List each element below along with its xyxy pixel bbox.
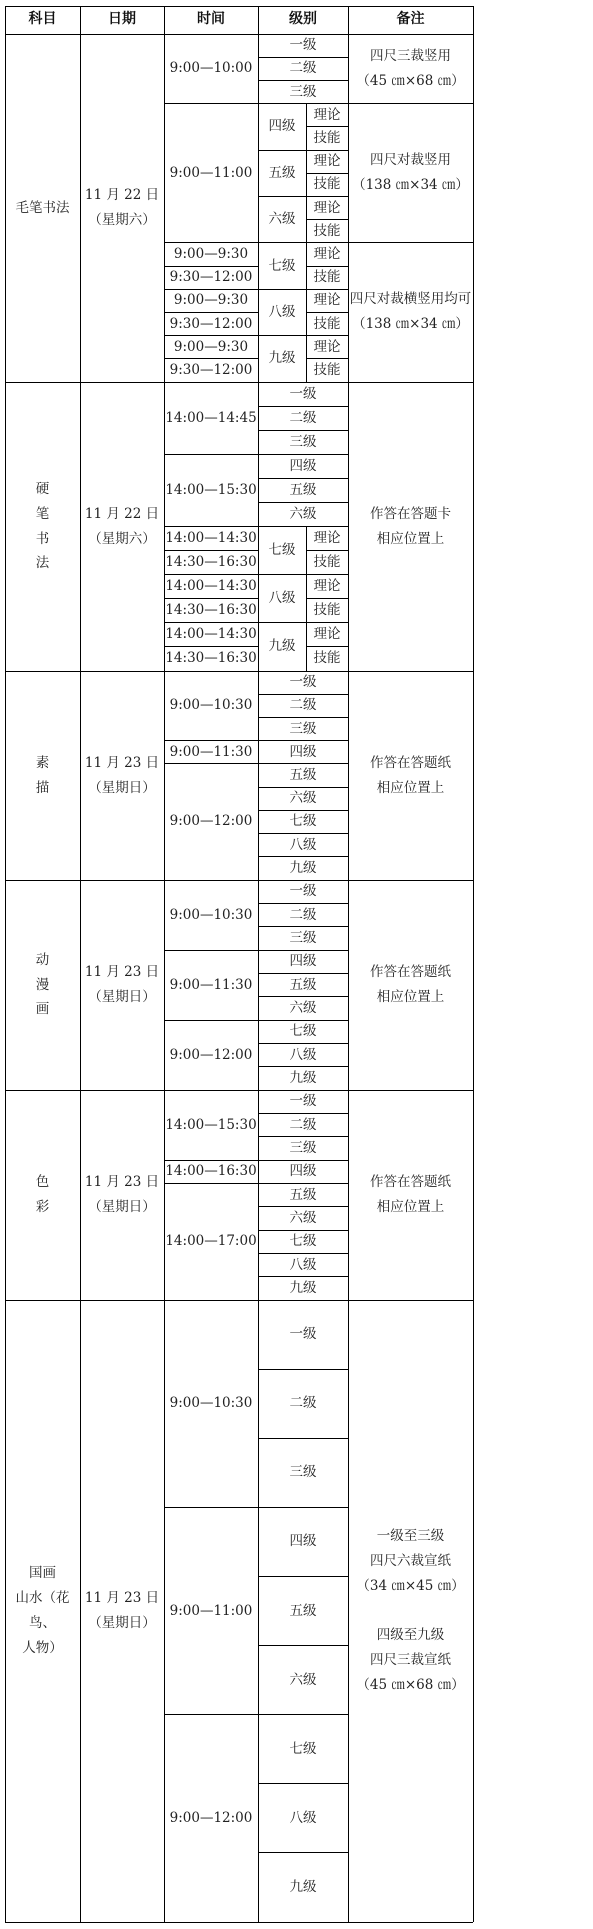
- table-rule: [348, 671, 349, 880]
- table-rule: [258, 1576, 348, 1577]
- level-cell: 三级: [289, 1139, 317, 1156]
- table-rule: [306, 646, 348, 647]
- table-rule: [80, 1300, 81, 1922]
- level-cell: 一级: [289, 385, 317, 402]
- table-rule: [164, 598, 258, 599]
- level-cell: 四级: [289, 1533, 317, 1550]
- table-rule: [258, 1183, 348, 1184]
- table-rule: [306, 526, 348, 527]
- table-rule: [258, 1253, 348, 1254]
- header-cell: 级别: [289, 11, 317, 28]
- time-cell: 9:00—10:30: [169, 906, 253, 923]
- table-rule: [306, 104, 307, 127]
- table-rule: [306, 103, 348, 104]
- table-rule: [258, 57, 348, 58]
- level-cell: 二级: [289, 409, 317, 426]
- level-cell: 八级: [289, 1256, 317, 1273]
- table-rule: [258, 103, 306, 104]
- table-rule: [306, 266, 307, 289]
- table-rule: [164, 1300, 165, 1922]
- date-cell: 11 月 23 日 （星期日）: [84, 1174, 160, 1215]
- level-cell: 一级: [289, 883, 317, 900]
- date-cell: 11 月 23 日 （星期日）: [84, 1590, 160, 1631]
- table-rule: [164, 242, 258, 243]
- subject-cell: 素 描: [35, 754, 50, 796]
- level-cell: 一级: [289, 37, 317, 54]
- time-cell: 14:00—17:00: [165, 1233, 257, 1250]
- time-cell: 9:00—10:00: [169, 60, 253, 77]
- time-cell: 14:00—14:30: [165, 578, 257, 595]
- header-cell: 时间: [197, 11, 225, 28]
- table-rule: [258, 622, 306, 623]
- table-rule: [80, 1090, 81, 1300]
- time-cell: 9:30—12:00: [169, 315, 253, 332]
- table-rule: [306, 527, 307, 551]
- level-cell: 四级: [289, 457, 317, 474]
- table-rule: [306, 266, 348, 267]
- table-rule: [258, 973, 348, 974]
- table-rule: [164, 646, 258, 647]
- time-cell: 9:30—12:00: [169, 269, 253, 286]
- type-cell: 技能: [313, 176, 341, 193]
- time-cell: 9:00—9:30: [173, 338, 249, 355]
- table-rule: [164, 34, 165, 382]
- table-rule: [80, 880, 81, 1090]
- table-rule: [164, 880, 165, 1090]
- type-cell: 技能: [313, 269, 341, 286]
- table-rule: [473, 6, 474, 1922]
- table-rule: [258, 810, 348, 811]
- level-cell: 二级: [289, 60, 317, 77]
- level-cell: 三级: [289, 83, 317, 100]
- time-cell: 14:30—16:30: [165, 554, 257, 571]
- level-cell: 五级: [289, 1602, 317, 1619]
- type-cell: 理论: [313, 106, 341, 123]
- table-rule: [258, 833, 348, 834]
- note-cell: 作答在答题纸 相应位置上: [370, 1174, 451, 1215]
- table-rule: [258, 6, 259, 34]
- type-cell: 理论: [313, 338, 341, 355]
- table-rule: [306, 598, 348, 599]
- time-cell: 14:00—16:30: [165, 1163, 257, 1180]
- table-rule: [306, 550, 348, 551]
- level-cell: 六级: [268, 211, 296, 228]
- table-rule: [258, 903, 348, 904]
- note-cell: 作答在答题卡 相应位置上: [370, 505, 451, 547]
- table-rule: [306, 358, 348, 359]
- table-rule: [306, 289, 307, 312]
- table-rule: [258, 382, 259, 671]
- table-rule: [258, 574, 306, 575]
- table-rule: [258, 242, 306, 243]
- note-cell: 四尺对裁横竖用均可 （138 ㎝×34 ㎝）: [349, 291, 472, 333]
- table-rule: [258, 406, 348, 407]
- level-cell: 七级: [289, 1023, 317, 1040]
- table-rule: [306, 623, 307, 647]
- table-rule: [258, 454, 348, 455]
- level-cell: 七级: [289, 1740, 317, 1757]
- table-rule: [258, 1276, 348, 1277]
- table-rule: [258, 1714, 348, 1715]
- time-cell: 9:00—12:00: [169, 1809, 253, 1826]
- level-cell: 九级: [268, 638, 296, 655]
- level-cell: 四级: [289, 743, 317, 760]
- table-rule: [306, 150, 307, 173]
- table-rule: [306, 150, 348, 151]
- table-rule: [258, 150, 306, 151]
- time-cell: 9:30—12:00: [169, 361, 253, 378]
- subject-cell: 国画 山水（花鸟、 人物）: [15, 1565, 70, 1656]
- subject-cell: 毛笔书法: [15, 199, 70, 216]
- time-cell: 9:00—11:00: [169, 1602, 253, 1619]
- level-cell: 二级: [289, 906, 317, 923]
- table-rule: [258, 1160, 348, 1161]
- level-cell: 一级: [289, 1326, 317, 1343]
- level-cell: 二级: [289, 1395, 317, 1412]
- table-rule: [258, 1113, 348, 1114]
- table-rule: [306, 196, 307, 219]
- table-rule: [164, 289, 258, 290]
- table-rule: [258, 1300, 259, 1922]
- table-rule: [258, 478, 348, 479]
- level-cell: 四级: [289, 953, 317, 970]
- table-rule: [258, 289, 306, 290]
- type-cell: 理论: [313, 578, 341, 595]
- table-rule: [164, 550, 258, 551]
- table-rule: [258, 1438, 348, 1439]
- level-cell: 一级: [289, 674, 317, 691]
- time-cell: 9:00—9:30: [173, 245, 249, 262]
- time-cell: 9:00—10:30: [169, 697, 253, 714]
- time-cell: 14:00—15:30: [165, 481, 257, 498]
- level-cell: 八级: [268, 590, 296, 607]
- level-cell: 六级: [289, 790, 317, 807]
- table-rule: [258, 1369, 348, 1370]
- table-rule: [5, 6, 6, 1922]
- subject-cell: 动 漫 画: [35, 951, 50, 1018]
- table-rule: [164, 382, 165, 671]
- table-rule: [164, 740, 258, 741]
- type-cell: 技能: [313, 361, 341, 378]
- table-rule: [348, 382, 349, 671]
- table-rule: [306, 622, 348, 623]
- table-rule: [258, 926, 348, 927]
- level-cell: 九级: [289, 1878, 317, 1895]
- note-cell: 一级至三级 四尺六裁宣纸 （34 ㎝×45 ㎝） 四级至九级 四尺三裁宣纸 （45 ㎝×68 ㎝）: [356, 1527, 465, 1694]
- date-cell: 11 月 22 日 （星期六）: [84, 187, 160, 228]
- table-rule: [164, 622, 258, 623]
- table-rule: [80, 382, 81, 671]
- table-rule: [5, 6, 473, 7]
- time-cell: 14:00—14:30: [165, 626, 257, 643]
- table-rule: [306, 127, 307, 150]
- table-rule: [306, 173, 348, 174]
- note-cell: 作答在答题纸 相应位置上: [370, 964, 451, 1005]
- table-rule: [164, 1183, 258, 1184]
- table-rule: [258, 1043, 348, 1044]
- type-cell: 技能: [313, 650, 341, 667]
- table-rule: [306, 647, 307, 671]
- table-rule: [80, 6, 81, 34]
- level-cell: 五级: [268, 164, 296, 181]
- time-cell: 9:00—12:00: [169, 813, 253, 830]
- type-cell: 技能: [313, 602, 341, 619]
- table-rule: [164, 574, 258, 575]
- table-rule: [306, 289, 348, 290]
- level-cell: 九级: [289, 859, 317, 876]
- table-rule: [306, 599, 307, 623]
- note-cell: 作答在答题纸 相应位置上: [370, 754, 451, 796]
- time-cell: 14:30—16:30: [165, 602, 257, 619]
- table-rule: [258, 1645, 348, 1646]
- table-rule: [164, 103, 258, 104]
- table-rule: [258, 1066, 348, 1067]
- table-rule: [348, 880, 349, 1090]
- level-cell: 九级: [289, 1279, 317, 1296]
- level-cell: 四级: [268, 118, 296, 135]
- table-rule: [258, 1020, 348, 1021]
- note-cell: 四尺三裁竖用 （45 ㎝×68 ㎝）: [356, 47, 465, 89]
- level-cell: 二级: [289, 1116, 317, 1133]
- level-cell: 九级: [268, 350, 296, 367]
- level-cell: 七级: [268, 542, 296, 559]
- table-rule: [306, 126, 348, 127]
- table-rule: [258, 1206, 348, 1207]
- table-rule: [258, 430, 348, 431]
- time-cell: 9:00—10:30: [169, 1395, 253, 1412]
- type-cell: 理论: [313, 292, 341, 309]
- time-cell: 9:00—9:30: [173, 292, 249, 309]
- level-cell: 八级: [268, 303, 296, 320]
- time-cell: 14:00—14:30: [165, 530, 257, 547]
- table-rule: [348, 6, 349, 34]
- table-rule: [258, 526, 306, 527]
- table-rule: [348, 1090, 349, 1300]
- date-cell: 11 月 22 日 （星期六）: [84, 505, 160, 547]
- level-cell: 三级: [289, 929, 317, 946]
- table-rule: [306, 220, 307, 243]
- level-cell: 五级: [289, 767, 317, 783]
- table-rule: [306, 196, 348, 197]
- level-cell: 八级: [289, 1809, 317, 1826]
- table-rule: [258, 196, 306, 197]
- table-rule: [348, 34, 349, 382]
- table-rule: [306, 336, 307, 359]
- level-cell: 六级: [289, 505, 317, 522]
- table-rule: [164, 763, 258, 764]
- table-rule: [306, 551, 307, 575]
- type-cell: 技能: [313, 554, 341, 571]
- header-cell: 科目: [28, 11, 57, 28]
- table-rule: [258, 335, 306, 336]
- table-rule: [258, 1852, 348, 1853]
- table-rule: [258, 787, 348, 788]
- type-cell: 理论: [313, 530, 341, 547]
- level-cell: 三级: [289, 433, 317, 450]
- table-rule: [164, 950, 258, 951]
- time-cell: 14:30—16:30: [165, 650, 257, 667]
- level-cell: 三级: [289, 720, 317, 737]
- table-rule: [164, 358, 258, 359]
- level-cell: 五级: [289, 1186, 317, 1203]
- time-cell: 9:00—11:30: [169, 976, 253, 993]
- table-rule: [258, 671, 259, 880]
- table-rule: [164, 6, 165, 34]
- table-rule: [258, 763, 348, 764]
- table-rule: [306, 575, 307, 599]
- table-rule: [164, 1714, 258, 1715]
- table-rule: [258, 1230, 348, 1231]
- level-cell: 八级: [289, 836, 317, 853]
- table-rule: [258, 1507, 348, 1508]
- level-cell: 七级: [289, 813, 317, 830]
- table-rule: [80, 34, 81, 382]
- table-rule: [258, 740, 348, 741]
- type-cell: 技能: [313, 315, 341, 332]
- table-rule: [164, 1020, 258, 1021]
- date-cell: 11 月 23 日 （星期日）: [84, 754, 160, 796]
- table-rule: [258, 1090, 259, 1300]
- subject-cell: 硬 笔 书 法: [35, 480, 50, 572]
- type-cell: 技能: [313, 129, 341, 146]
- header-cell: 日期: [108, 11, 136, 28]
- table-rule: [258, 694, 348, 695]
- type-cell: 理论: [313, 199, 341, 216]
- table-rule: [80, 671, 81, 880]
- table-rule: [306, 359, 307, 382]
- level-cell: 七级: [268, 257, 296, 274]
- level-cell: 六级: [289, 999, 317, 1016]
- table-rule: [348, 1300, 349, 1922]
- header-cell: 备注: [396, 11, 425, 28]
- time-cell: 9:00—11:00: [169, 164, 253, 181]
- table-rule: [5, 1922, 473, 1923]
- table-rule: [258, 717, 348, 718]
- table-rule: [306, 574, 348, 575]
- time-cell: 14:00—14:45: [165, 409, 257, 426]
- table-rule: [306, 312, 348, 313]
- table-rule: [258, 856, 348, 857]
- type-cell: 理论: [313, 153, 341, 170]
- table-rule: [164, 671, 165, 880]
- table-rule: [164, 1507, 258, 1508]
- level-cell: 五级: [289, 976, 317, 993]
- type-cell: 理论: [313, 245, 341, 262]
- table-rule: [164, 1090, 165, 1300]
- table-rule: [164, 454, 258, 455]
- level-cell: 六级: [289, 1209, 317, 1226]
- type-cell: 理论: [313, 626, 341, 643]
- table-rule: [306, 242, 348, 243]
- note-cell: 四尺对裁竖用 （138 ㎝×34 ㎝）: [352, 152, 469, 194]
- subject-cell: 色 彩: [35, 1174, 50, 1215]
- table-rule: [164, 526, 258, 527]
- table-rule: [306, 312, 307, 335]
- level-cell: 七级: [289, 1233, 317, 1250]
- date-cell: 11 月 23 日 （星期日）: [84, 964, 160, 1005]
- table-rule: [258, 80, 348, 81]
- table-rule: [306, 335, 348, 336]
- table-rule: [258, 1136, 348, 1137]
- table-rule: [164, 266, 258, 267]
- level-cell: 六级: [289, 1671, 317, 1688]
- table-rule: [258, 1783, 348, 1784]
- time-cell: 14:00—15:30: [165, 1116, 257, 1133]
- table-rule: [258, 950, 348, 951]
- time-cell: 9:00—12:00: [169, 1046, 253, 1063]
- level-cell: 四级: [289, 1163, 317, 1180]
- level-cell: 三级: [289, 1464, 317, 1481]
- table-rule: [164, 312, 258, 313]
- table-rule: [258, 34, 259, 382]
- level-cell: 九级: [289, 1069, 317, 1086]
- table-rule: [258, 502, 348, 503]
- table-rule: [258, 996, 348, 997]
- table-rule: [306, 243, 307, 266]
- table-rule: [258, 880, 259, 1090]
- level-cell: 二级: [289, 697, 317, 714]
- table-rule: [306, 219, 348, 220]
- table-rule: [164, 335, 258, 336]
- level-cell: 五级: [289, 481, 317, 498]
- level-cell: 一级: [289, 1093, 317, 1110]
- table-rule: [164, 1160, 258, 1161]
- type-cell: 技能: [313, 222, 341, 239]
- level-cell: 八级: [289, 1046, 317, 1063]
- table-rule: [306, 173, 307, 196]
- time-cell: 9:00—11:30: [169, 743, 253, 760]
